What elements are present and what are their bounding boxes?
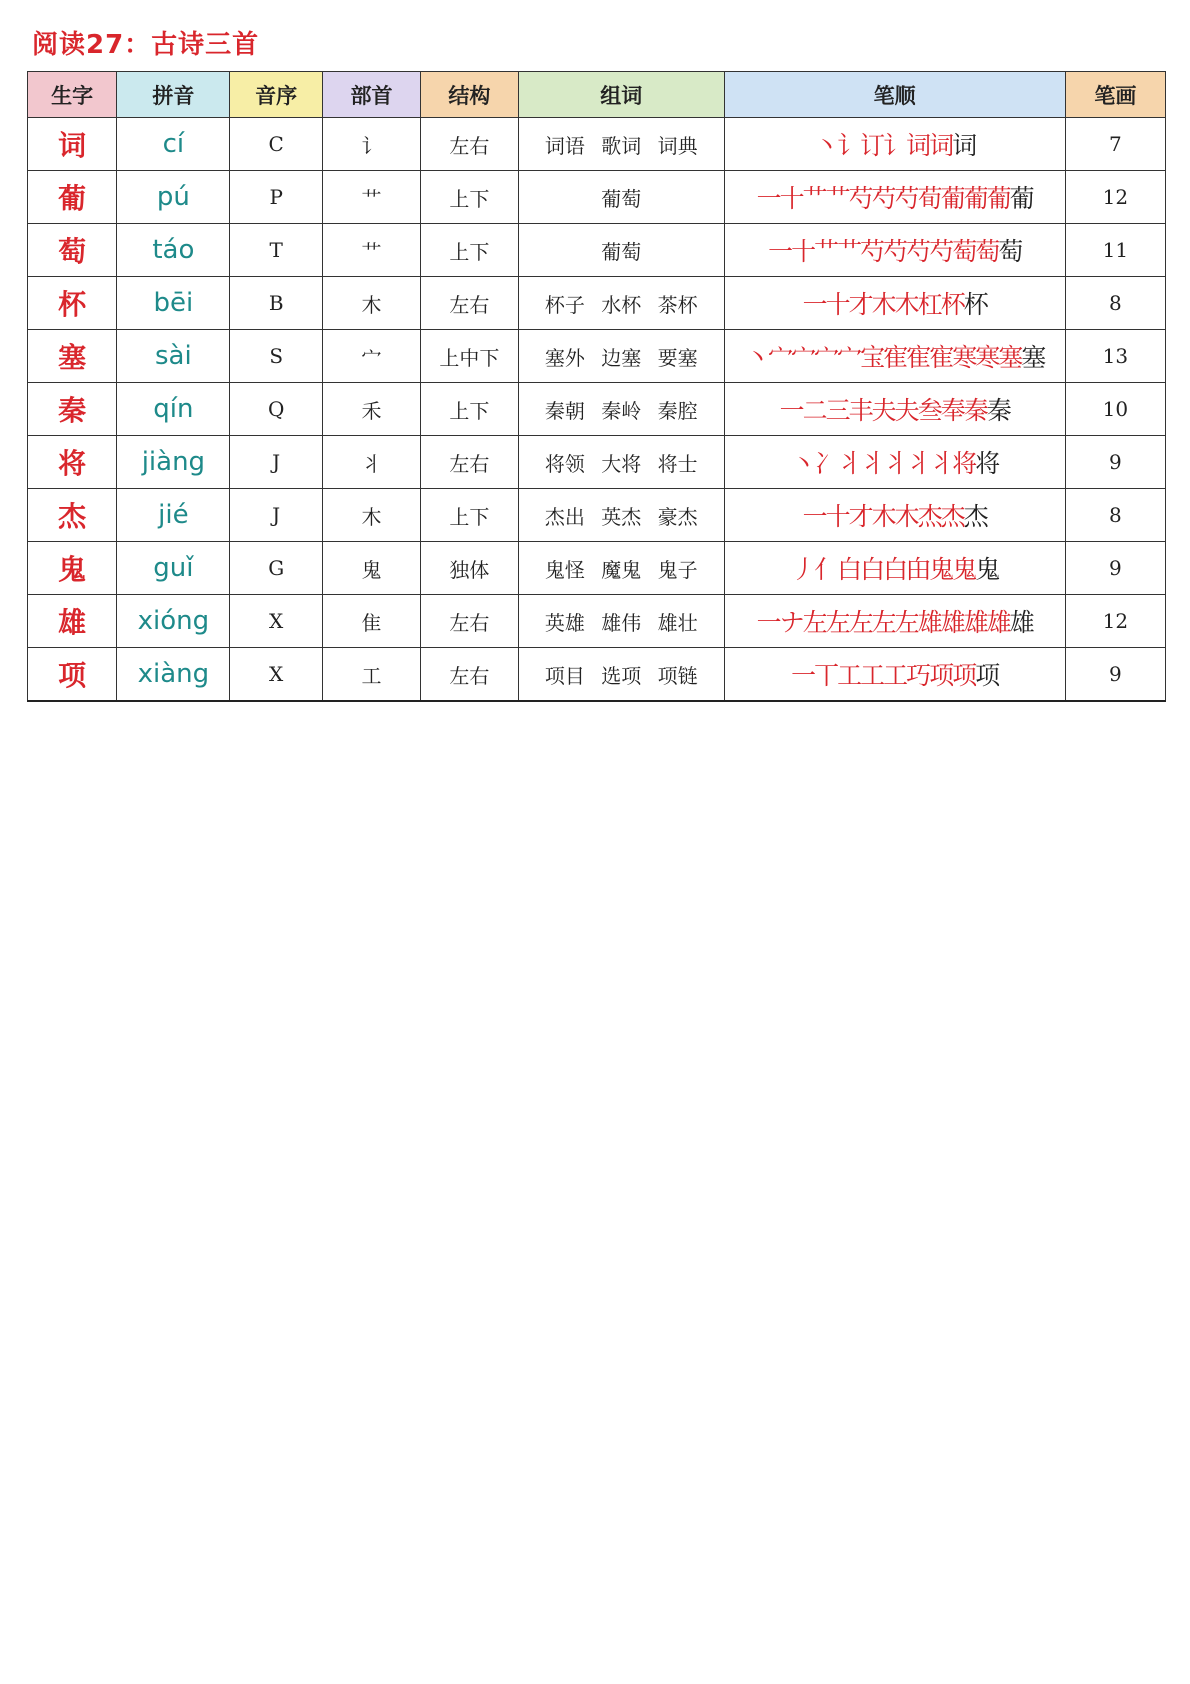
stroke-step: 左: [894, 608, 918, 637]
stroke-step: 寉: [929, 343, 953, 372]
stroke-order-cell: [724, 595, 1065, 648]
stroke-step: 丶: [745, 343, 769, 372]
header-stroke-count: 笔画: [1065, 72, 1165, 118]
stroke-step: 丬: [883, 449, 907, 478]
stroke-step: 二: [802, 396, 826, 425]
radical-cell: 木: [322, 277, 420, 330]
stroke-step: 巧: [906, 661, 930, 690]
structure-cell: 左右: [420, 436, 518, 489]
character-cell: 鬼: [28, 542, 117, 595]
stroke-step: 工: [860, 661, 884, 690]
stroke-step: 一: [768, 237, 792, 266]
stroke-step: 订: [860, 131, 884, 160]
stroke-step: 鬼: [975, 555, 999, 584]
initial-cell: S: [230, 330, 323, 383]
stroke-count-cell: 11: [1065, 224, 1165, 277]
initial-cell: J: [230, 489, 323, 542]
words-cell: 秦朝 秦岭 秦腔: [518, 383, 724, 436]
words-cell: 塞外 边塞 要塞: [518, 330, 724, 383]
header-words: 组词: [518, 72, 724, 118]
words-cell: 杯子 水杯 茶杯: [518, 277, 724, 330]
stroke-step: 秦: [963, 396, 987, 425]
character-cell: 杰: [28, 489, 117, 542]
initial-cell: T: [230, 224, 323, 277]
stroke-step: 三: [825, 396, 849, 425]
stroke-count-cell: 12: [1065, 171, 1165, 224]
table-row: [28, 436, 1166, 489]
stroke-step: 词: [952, 131, 976, 160]
stroke-step: 杯: [963, 290, 987, 319]
stroke-step: 芍: [929, 237, 953, 266]
structure-cell: 上下: [420, 383, 518, 436]
initial-cell: Q: [230, 383, 323, 436]
character-cell: 秦: [28, 383, 117, 436]
stroke-step: 丬: [906, 449, 930, 478]
stroke-step: 木: [871, 502, 895, 531]
stroke-step: 十: [825, 502, 849, 531]
structure-cell: 上下: [420, 489, 518, 542]
initial-cell: X: [230, 595, 323, 648]
stroke-step: 左: [871, 608, 895, 637]
initial-cell: B: [230, 277, 323, 330]
stroke-step: 工: [883, 661, 907, 690]
stroke-step: 艹: [837, 237, 861, 266]
structure-cell: 左右: [420, 648, 518, 702]
stroke-sequence: [757, 608, 1033, 637]
stroke-order-cell: [724, 383, 1065, 436]
stroke-step: 甶: [906, 555, 930, 584]
stroke-step: 寉: [906, 343, 930, 372]
stroke-step: 艹: [825, 184, 849, 213]
stroke-step: 一: [802, 502, 826, 531]
stroke-sequence: [780, 396, 1010, 425]
stroke-step: 萄: [975, 237, 999, 266]
stroke-step: 芍: [860, 237, 884, 266]
header-stroke-order: 笔顺: [724, 72, 1065, 118]
stroke-sequence: [791, 661, 998, 690]
stroke-order-cell: [724, 648, 1065, 702]
stroke-step: 项: [929, 661, 953, 690]
stroke-step: 寒: [975, 343, 999, 372]
stroke-step: 丬: [860, 449, 884, 478]
header-row: [28, 72, 1166, 118]
stroke-step: 一: [779, 396, 803, 425]
stroke-sequence: [814, 131, 975, 160]
table-row: [28, 277, 1166, 330]
character-cell: 将: [28, 436, 117, 489]
stroke-step: 寒: [952, 343, 976, 372]
character-cell: 雄: [28, 595, 117, 648]
page-title: 阅读27：古诗三首: [32, 30, 260, 60]
stroke-sequence: [803, 290, 987, 319]
stroke-step: 杰: [917, 502, 941, 531]
stroke-step: 鬼: [929, 555, 953, 584]
table-row: [28, 648, 1166, 702]
stroke-order-cell: [724, 330, 1065, 383]
radical-cell: 艹: [322, 171, 420, 224]
stroke-step: 丬: [929, 449, 953, 478]
stroke-step: 左: [825, 608, 849, 637]
stroke-step: 萄: [998, 237, 1022, 266]
initial-cell: G: [230, 542, 323, 595]
table-row: [28, 595, 1166, 648]
stroke-step: 丅: [814, 661, 838, 690]
stroke-step: 葡: [963, 184, 987, 213]
stroke-count-cell: 8: [1065, 489, 1165, 542]
stroke-step: 雄: [986, 608, 1010, 637]
structure-cell: 独体: [420, 542, 518, 595]
stroke-count-cell: 9: [1065, 648, 1165, 702]
character-cell: 词: [28, 118, 117, 171]
stroke-step: 十: [791, 237, 815, 266]
stroke-step: 讠: [883, 131, 907, 160]
initial-cell: P: [230, 171, 323, 224]
words-cell: 鬼怪 魔鬼 鬼子: [518, 542, 724, 595]
stroke-step: 木: [871, 290, 895, 319]
stroke-order-cell: [724, 224, 1065, 277]
stroke-order-cell: [724, 489, 1065, 542]
stroke-step: ナ: [779, 608, 803, 637]
pinyin-cell: bēi: [117, 277, 230, 330]
stroke-sequence: [791, 449, 998, 478]
stroke-step: 项: [975, 661, 999, 690]
stroke-order-cell: [724, 118, 1065, 171]
table-row: [28, 489, 1166, 542]
header-initial: 音序: [230, 72, 323, 118]
stroke-step: 荀: [917, 184, 941, 213]
stroke-step: 鬼: [952, 555, 976, 584]
stroke-step: 塞: [998, 343, 1022, 372]
stroke-step: 丿: [791, 555, 815, 584]
radical-cell: 丬: [322, 436, 420, 489]
header-structure: 结构: [420, 72, 518, 118]
stroke-step: 才: [848, 502, 872, 531]
stroke-step: 芍: [894, 184, 918, 213]
stroke-step: 葡: [1009, 184, 1033, 213]
pinyin-cell: sài: [117, 330, 230, 383]
stroke-step: 冫: [814, 449, 838, 478]
stroke-count-cell: 9: [1065, 542, 1165, 595]
stroke-step: 芍: [871, 184, 895, 213]
table-row: [28, 171, 1166, 224]
stroke-step: 葡: [986, 184, 1010, 213]
stroke-step: 丬: [837, 449, 861, 478]
radical-cell: 鬼: [322, 542, 420, 595]
stroke-step: 一: [802, 290, 826, 319]
stroke-step: 木: [894, 502, 918, 531]
character-table: [27, 71, 1166, 702]
stroke-step: 木: [894, 290, 918, 319]
stroke-step: 丶: [814, 131, 838, 160]
stroke-step: 白: [883, 555, 907, 584]
stroke-step: 亻: [814, 555, 838, 584]
pinyin-cell: guǐ: [117, 542, 230, 595]
stroke-step: 雄: [963, 608, 987, 637]
stroke-step: 一: [756, 184, 780, 213]
stroke-sequence: [803, 502, 987, 531]
pinyin-cell: jié: [117, 489, 230, 542]
character-cell: 项: [28, 648, 117, 702]
stroke-count-cell: 12: [1065, 595, 1165, 648]
structure-cell: 上下: [420, 224, 518, 277]
radical-cell: 艹: [322, 224, 420, 277]
stroke-step: 白: [837, 555, 861, 584]
header-character: 生字: [28, 72, 117, 118]
stroke-step: 秦: [986, 396, 1010, 425]
structure-cell: 上下: [420, 171, 518, 224]
radical-cell: 宀: [322, 330, 420, 383]
stroke-step: 十: [825, 290, 849, 319]
stroke-step: 艹: [802, 184, 826, 213]
stroke-step: 宀: [791, 343, 815, 372]
stroke-order-cell: [724, 542, 1065, 595]
words-cell: 词语 歌词 词典: [518, 118, 724, 171]
stroke-sequence: [768, 237, 1021, 266]
stroke-step: 将: [975, 449, 999, 478]
stroke-order-cell: [724, 436, 1065, 489]
stroke-step: 丰: [848, 396, 872, 425]
stroke-step: 左: [848, 608, 872, 637]
stroke-step: 白: [860, 555, 884, 584]
table-row: [28, 118, 1166, 171]
stroke-step: 杰: [963, 502, 987, 531]
stroke-step: 十: [779, 184, 803, 213]
stroke-step: 叁: [917, 396, 941, 425]
stroke-step: 雄: [940, 608, 964, 637]
radical-cell: 讠: [322, 118, 420, 171]
stroke-step: 讠: [837, 131, 861, 160]
stroke-step: 才: [848, 290, 872, 319]
words-cell: 葡萄: [518, 171, 724, 224]
stroke-step: 一: [756, 608, 780, 637]
stroke-step: 夫: [871, 396, 895, 425]
stroke-count-cell: 9: [1065, 436, 1165, 489]
stroke-count-cell: 7: [1065, 118, 1165, 171]
words-cell: 杰出 英杰 豪杰: [518, 489, 724, 542]
radical-cell: 隹: [322, 595, 420, 648]
stroke-step: 奉: [940, 396, 964, 425]
stroke-step: 宀: [837, 343, 861, 372]
stroke-step: 艹: [814, 237, 838, 266]
stroke-order-cell: [724, 277, 1065, 330]
stroke-step: 塞: [1021, 343, 1045, 372]
stroke-step: 雄: [1009, 608, 1033, 637]
structure-cell: 上中下: [420, 330, 518, 383]
stroke-step: 寉: [883, 343, 907, 372]
table-row: [28, 383, 1166, 436]
header-radical: 部首: [322, 72, 420, 118]
stroke-step: 夫: [894, 396, 918, 425]
table-row: [28, 542, 1166, 595]
pinyin-cell: pú: [117, 171, 230, 224]
pinyin-cell: jiàng: [117, 436, 230, 489]
initial-cell: X: [230, 648, 323, 702]
stroke-step: 杯: [940, 290, 964, 319]
character-cell: 萄: [28, 224, 117, 277]
stroke-step: 雄: [917, 608, 941, 637]
stroke-step: 丶: [791, 449, 815, 478]
stroke-step: 一: [791, 661, 815, 690]
stroke-step: 葡: [940, 184, 964, 213]
stroke-step: 宀: [768, 343, 792, 372]
structure-cell: 左右: [420, 277, 518, 330]
stroke-step: 将: [952, 449, 976, 478]
stroke-sequence: [791, 555, 998, 584]
stroke-step: 词: [906, 131, 930, 160]
structure-cell: 左右: [420, 595, 518, 648]
pinyin-cell: xióng: [117, 595, 230, 648]
stroke-step: 萄: [952, 237, 976, 266]
stroke-sequence: [757, 184, 1033, 213]
words-cell: 将领 大将 将士: [518, 436, 724, 489]
stroke-order-cell: [724, 171, 1065, 224]
stroke-step: 芍: [883, 237, 907, 266]
table-row: [28, 224, 1166, 277]
stroke-count-cell: 8: [1065, 277, 1165, 330]
stroke-step: 项: [952, 661, 976, 690]
radical-cell: 禾: [322, 383, 420, 436]
stroke-count-cell: 13: [1065, 330, 1165, 383]
pinyin-cell: qín: [117, 383, 230, 436]
stroke-step: 杠: [917, 290, 941, 319]
pinyin-cell: táo: [117, 224, 230, 277]
stroke-step: 杰: [940, 502, 964, 531]
words-cell: 葡萄: [518, 224, 724, 277]
stroke-step: 宀: [814, 343, 838, 372]
header-pinyin: 拼音: [117, 72, 230, 118]
radical-cell: 工: [322, 648, 420, 702]
character-cell: 葡: [28, 171, 117, 224]
stroke-step: 左: [802, 608, 826, 637]
character-cell: 杯: [28, 277, 117, 330]
character-cell: 塞: [28, 330, 117, 383]
table-body: [28, 118, 1166, 702]
pinyin-cell: xiàng: [117, 648, 230, 702]
initial-cell: C: [230, 118, 323, 171]
stroke-step: 宝: [860, 343, 884, 372]
table-row: [28, 330, 1166, 383]
stroke-sequence: [745, 343, 1044, 372]
stroke-step: 工: [837, 661, 861, 690]
stroke-step: 芍: [848, 184, 872, 213]
words-cell: 项目 选项 项链: [518, 648, 724, 702]
pinyin-cell: cí: [117, 118, 230, 171]
words-cell: 英雄 雄伟 雄壮: [518, 595, 724, 648]
stroke-step: 芍: [906, 237, 930, 266]
stroke-count-cell: 10: [1065, 383, 1165, 436]
stroke-step: 词: [929, 131, 953, 160]
structure-cell: 左右: [420, 118, 518, 171]
radical-cell: 木: [322, 489, 420, 542]
initial-cell: J: [230, 436, 323, 489]
